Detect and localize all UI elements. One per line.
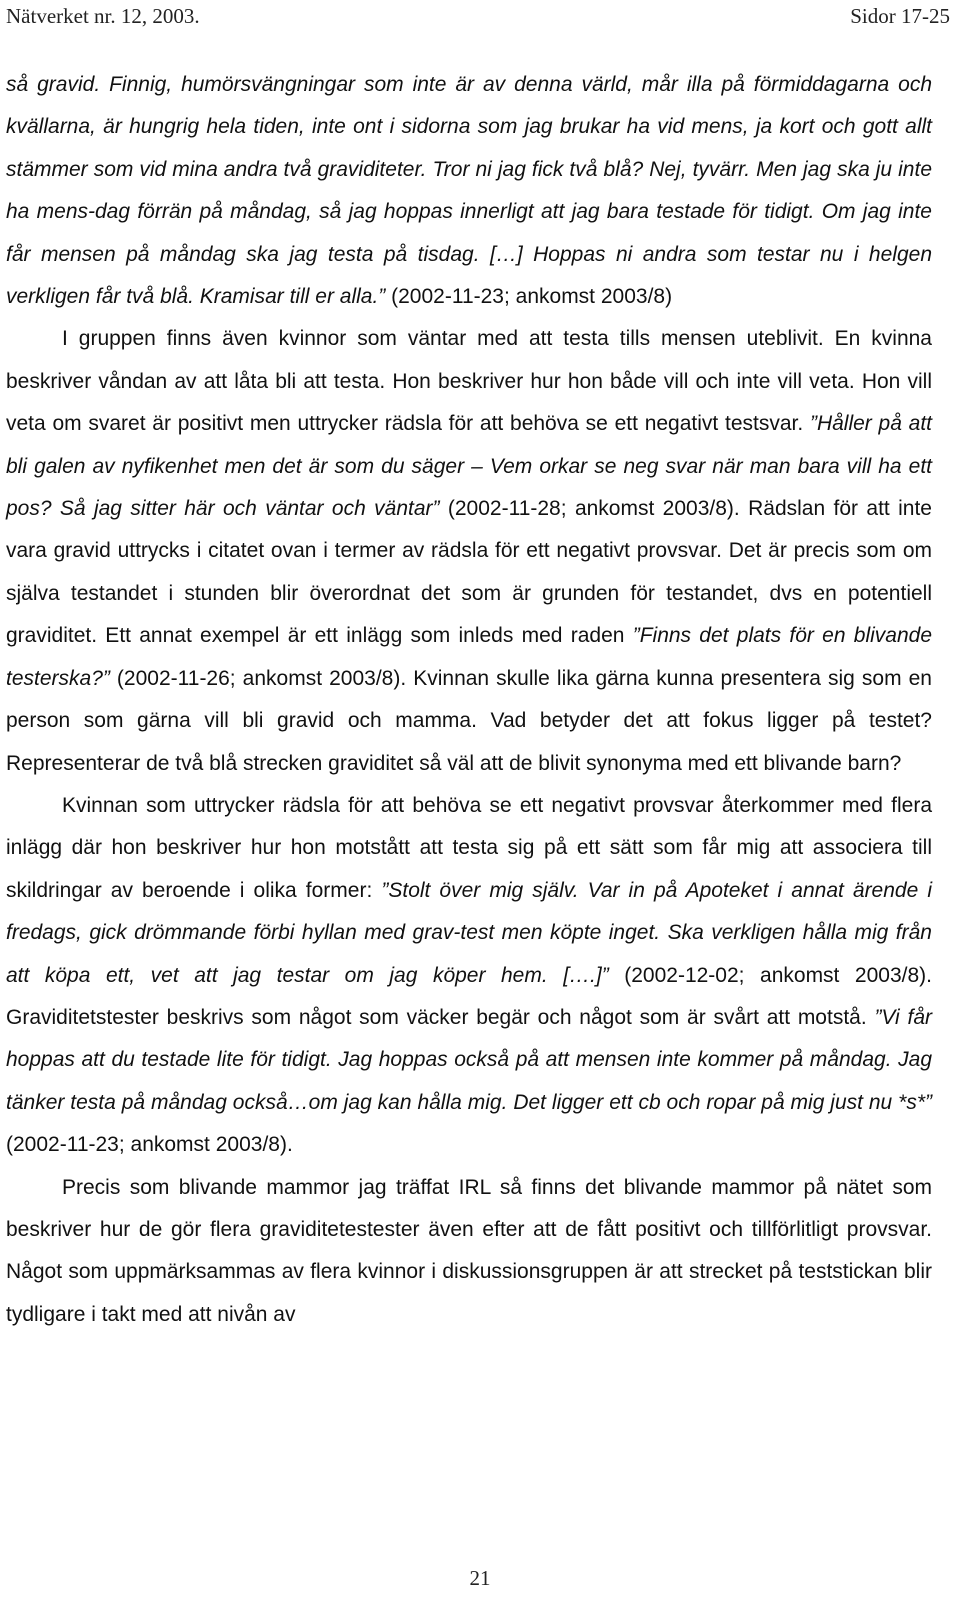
- journal-citation: Nätverket nr. 12, 2003.: [6, 4, 200, 28]
- text-segment: Kvinnan som uttrycker rädsla för att behöva se ett negativt provsvar återkommer med flera inlägg där hon beskriver hur hon motstått att testa sig på ett sätt som får mig att associera till skildringar av beroende i olika former:: [6, 793, 932, 902]
- quote-segment: så gravid. Finnig, humörsvängningar som inte är av denna värld, mår illa på förmiddagarna och kvällarna, är hungrig hela tiden, inte ont i sidorna som jag brukar ha vid mens, ja kort och gott allt stämmer som vid mina andra två graviditeter. Tror ni jag fick två blå? Nej, tyvärr. Men jag ska ju inte ha mens-dag förrän på måndag, så jag hoppas innerligt att jag bara testade för tidigt. Om jag inte får mensen på måndag ska jag testa på tisdag. […] Hoppas ni andra som testar nu i helgen verkligen får två blå. Kramisar till er alla.”: [6, 73, 932, 309]
- quote-segment: ”Vi får hoppas att du testade lite för tidigt. Jag hoppas också på att mensen inte kommer på måndag. Jag tänker testa på måndag också…om jag kan hålla mig. Det ligger ett cb och ropar på mig just nu *s*”: [6, 1005, 932, 1114]
- page-number: 21: [469, 1566, 491, 1590]
- text-segment: (2002-11-23; ankomst 2003/8).: [6, 1133, 293, 1157]
- quote-segment: ”Håller på att bli galen av nyfikenhet men det är som du säger – Vem orkar se neg svar när man bara vill ha ett pos? Så jag sitter här och väntar och väntar”: [6, 412, 933, 521]
- text-segment: (2002-11-28; ankomst 2003/8). Rädslan för att inte vara gravid uttrycks i citatet ovan i termer av rädsla för ett negativt provsvar. Det är precis som om själva testandet i stunden blir överordnat det som är grunden för testandet, dvs en potentiell graviditet. Ett annat exempel är ett inlägg som inleds med raden: [6, 497, 932, 648]
- quote-segment: ”Stolt över mig själv. Var in på Apoteket i annat ärende i fredags, gick drömmande förbi hyllan med grav-test men köpte inget. Ska verkligen hålla mig från att köpa ett, vet att jag testar om jag köper hem. [….]”: [6, 878, 933, 987]
- text-segment: (2002-11-26; ankomst 2003/8). Kvinnan skulle lika gärna kunna presentera sig som en person som gärna vill bli gravid och mamma. Vad betyder det att fokus ligger på testet? Representerar de två blå strecken graviditet så väl att de blivit synonyma med ett blivande barn?: [6, 666, 932, 775]
- page-header: [6, 4, 950, 34]
- text-segment: Precis som blivande mammor jag träffat IRL så finns det blivande mammor på nätet som beskriver hur de gör flera graviditetestester även efter att de fått positivt och tillförlitligt provsvar. Något som uppmärksammas av flera kvinnor i diskussionsgruppen är att strecket på teststickan blir tydligare i takt med att nivån av: [6, 1175, 932, 1326]
- paragraph: [6, 785, 932, 1167]
- page-range: Sidor 17-25: [850, 4, 950, 28]
- quote-segment: ”Finns det plats för en blivande testerska?”: [6, 624, 932, 690]
- text-segment: (2002-11-23; ankomst 2003/8): [385, 285, 673, 309]
- body-text: [6, 64, 932, 1336]
- text-segment: (2002-12-02; ankomst 2003/8). Graviditetstester beskrivs som något som väcker begär och något som är svårt att motstå.: [6, 963, 932, 1029]
- paragraph-quote-continuation: [6, 64, 932, 318]
- text-segment: I gruppen finns även kvinnor som väntar med att testa tills mensen uteblivit. En kvinna beskriver våndan av att låta bli att testa. Hon beskriver hur hon både vill och inte vill veta. Hon vill veta om svaret är positivt men uttrycker rädsla för att behöva se ett negativt testsvar.: [6, 327, 932, 436]
- paragraph: [6, 1167, 932, 1337]
- paragraph: [6, 318, 932, 784]
